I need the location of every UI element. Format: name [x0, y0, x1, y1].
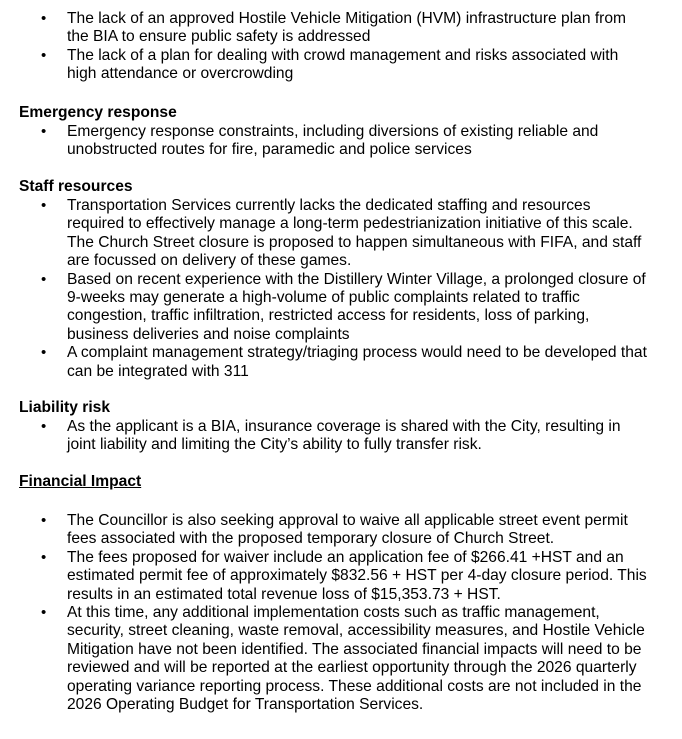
list-item: • Based on recent experience with the Distillery Winter Village, a prolonged closure of 9-weeks may generate a high-volume of public complaints related to traffic congestion, traffic infiltration, restricted access for residents, loss of parking, business deliveries and noise complaints [0, 271, 647, 345]
list-item: • At this time, any additional implementation costs such as traffic management, security, street cleaning, waste removal, accessibility measures, and Hostile Vehicle Mitigation have not been identified. The associated financial impacts will need to be reviewed and will be reported at the earliest opportunity through the 2026 quarterly operating variance reporting process. These additional costs are not included in the 2026 Operating Budget for Transportation Services. [0, 604, 647, 714]
list-item: • Emergency response constraints, including diversions of existing reliable and unobstructed routes for fire, paramedic and police services [0, 123, 647, 160]
list-item: • The fees proposed for waiver include an application fee of $266.41 +HST and an estimated permit fee of approximately $832.56 + HST per 4-day closure period. This results in an estimated total revenue loss of $15,353.73 + HST. [0, 549, 647, 604]
top-bullet-list [0, 10, 682, 84]
staff-resources-bullet-list [0, 197, 682, 381]
section-heading-emergency-response: Emergency response [19, 104, 177, 121]
list-item: • The lack of a plan for dealing with crowd management and risks associated with high attendance or overcrowding [0, 47, 647, 84]
section-heading-staff-resources: Staff resources [19, 178, 133, 195]
section-heading-liability-risk: Liability risk [19, 399, 110, 416]
list-item: • As the applicant is a BIA, insurance coverage is shared with the City, resulting in joint liability and limiting the City’s ability to fully transfer risk. [0, 418, 647, 455]
list-item: • Transportation Services currently lacks the dedicated staffing and resources required to effectively manage a long-term pedestrianization initiative of this scale. The Church Street closure is proposed to happen simultaneous with FIFA, and staff are focussed on delivery of these games. [0, 197, 647, 271]
liability-risk-bullet-list [0, 418, 682, 455]
financial-impact-bullet-list [0, 512, 682, 714]
section-heading-financial-impact: Financial Impact [19, 473, 142, 490]
list-item: • A complaint management strategy/triaging process would need to be developed that can be integrated with 311 [0, 344, 647, 381]
list-item: • The Councillor is also seeking approval to waive all applicable street event permit fees associated with the proposed temporary closure of Church Street. [0, 512, 647, 549]
emergency-response-bullet-list [0, 123, 682, 160]
list-item: • The lack of an approved Hostile Vehicle Mitigation (HVM) infrastructure plan from the BIA to ensure public safety is addressed [0, 10, 647, 47]
